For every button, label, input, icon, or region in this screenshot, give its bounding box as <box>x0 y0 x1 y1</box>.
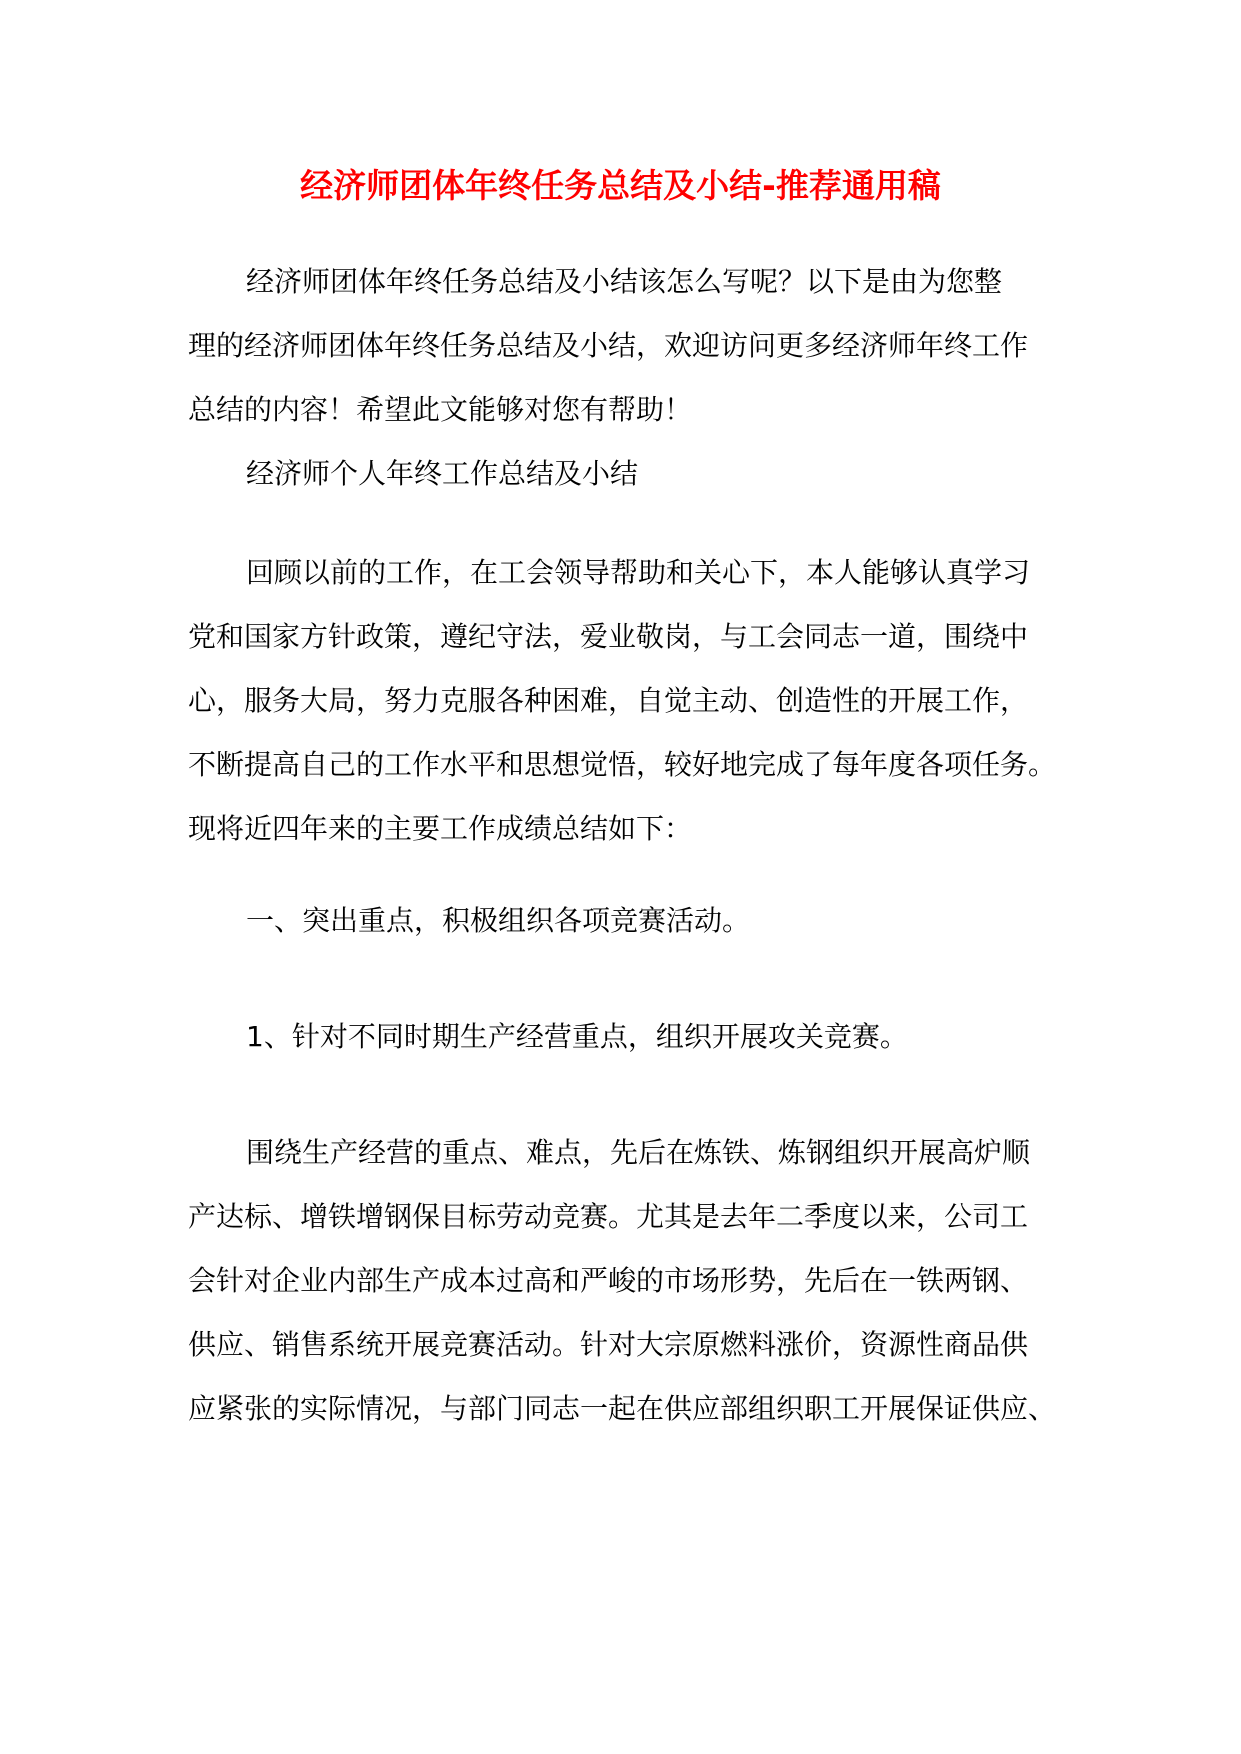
intro-paragraph <box>188 250 1088 506</box>
review-paragraph <box>188 541 1088 861</box>
subtitle: 经济师个人年终工作总结及小结 <box>246 457 639 490</box>
item-1-body-line: 应紧张的实际情况，与部门同志一起在供应部组织职工开展保证供应、 <box>188 1392 1057 1425</box>
document-title: 经济师团体年终任务总结及小结-推荐通用稿 <box>300 166 941 205</box>
section-1-heading-block <box>188 889 1088 953</box>
review-line: 回顾以前的工作，在工会领导帮助和关心下，本人能够认真学习 <box>246 556 1031 589</box>
intro-line: 总结的内容！希望此文能够对您有帮助！ <box>188 393 693 426</box>
review-line: 不断提高自己的工作水平和思想觉悟，较好地完成了每年度各项任务。 <box>188 748 1057 781</box>
item-1-body-line: 产达标、增铁增钢保目标劳动竞赛。尤其是去年二季度以来，公司工 <box>188 1200 1029 1233</box>
review-line: 心，服务大局，努力克服各种困难，自觉主动、创造性的开展工作， <box>188 684 1029 717</box>
review-line: 党和国家方针政策，遵纪守法，爱业敬岗，与工会同志一道，围绕中 <box>188 620 1029 653</box>
intro-line: 理的经济师团体年终任务总结及小结，欢迎访问更多经济师年终工作 <box>188 329 1029 362</box>
item-1-body-line: 供应、销售系统开展竞赛活动。针对大宗原燃料涨价，资源性商品供 <box>188 1328 1029 1361</box>
intro-line: 经济师团体年终任务总结及小结该怎么写呢？以下是由为您整 <box>246 265 1003 298</box>
item-1-body-paragraph <box>188 1121 1088 1441</box>
item-1-heading-block <box>188 1005 1088 1069</box>
item-1-body-line: 会针对企业内部生产成本过高和严峻的市场形势，先后在一铁两钢、 <box>188 1264 1029 1297</box>
item-1-heading: 1、针对不同时期生产经营重点，组织开展攻关竞赛。 <box>246 1020 908 1053</box>
item-1-body-line: 围绕生产经营的重点、难点，先后在炼铁、炼钢组织开展高炉顺 <box>246 1136 1031 1169</box>
section-1-heading: 一、突出重点，积极组织各项竞赛活动。 <box>246 904 751 937</box>
review-line: 现将近四年来的主要工作成绩总结如下： <box>188 812 693 845</box>
